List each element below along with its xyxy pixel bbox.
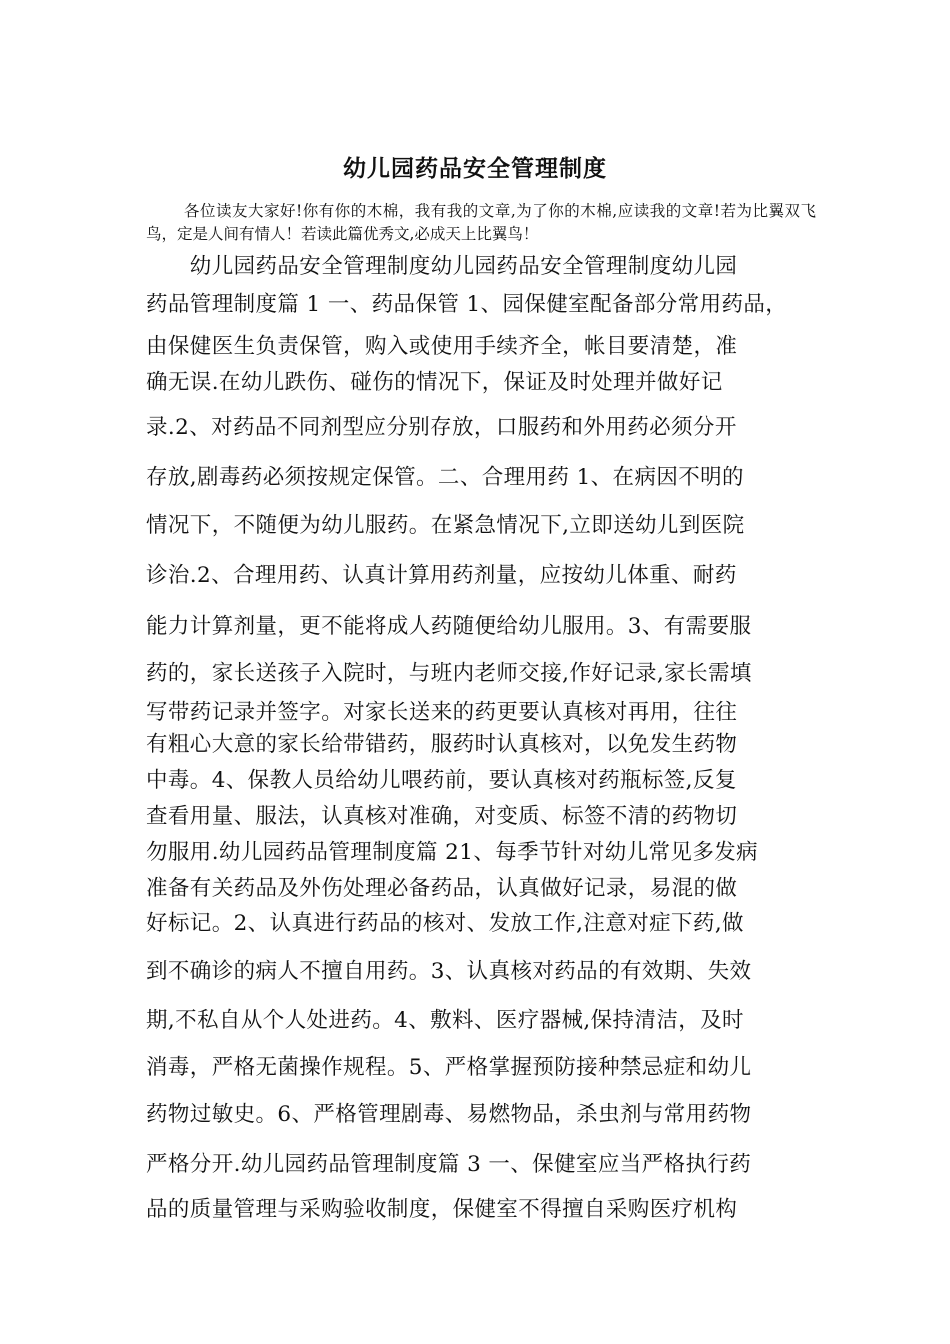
body-line: 幼儿园药品安全管理制度幼儿园药品安全管理制度幼儿园 (146, 254, 738, 279)
body-line: 确无误.在幼儿跌伤、碰伤的情况下，保证及时处理并做好记 (146, 370, 723, 395)
body-line: 药物过敏史。6、严格管理剧毒、易燃物品，杀虫剂与常用药物 (146, 1102, 752, 1127)
body-line: 到不确诊的病人不擅自用药。3、认真核对药品的有效期、失效 (146, 959, 752, 984)
body-line: 好标记。2、认真进行药品的核对、发放工作,注意对症下药,做 (146, 911, 744, 936)
body-line: 诊治.2、合理用药、认真计算用药剂量，应按幼儿体重、耐药 (146, 563, 737, 588)
body-line: 药的，家长送孩子入院时，与班内老师交接,作好记录,家长需填 (146, 661, 752, 686)
body-line: 由保健医生负责保管，购入或使用手续齐全，帐目要清楚，准 (146, 334, 738, 359)
body-line: 消毒，严格无菌操作规程。5、严格掌握预防接种禁忌症和幼儿 (146, 1055, 752, 1080)
body-line: 存放,剧毒药必须按规定保管。二、合理用药 1、在病因不明的 (146, 465, 744, 490)
body-line: 写带药记录并签字。对家长送来的药更要认真核对再用，往往 (146, 700, 738, 725)
body-line: 药品管理制度篇 1 一、药品保管 1、园保健室配备部分常用药品， (146, 292, 788, 317)
body-line: 有粗心大意的家长给带错药，服药时认真核对，以免发生药物 (146, 732, 738, 757)
body-line: 中毒。4、保教人员给幼儿喂药前，要认真核对药瓶标签,反复 (146, 768, 737, 793)
body-line: 期,不私自从个人处进药。4、敷料、医疗器械,保持清洁，及时 (146, 1008, 744, 1033)
body-line: 准备有关药品及外伤处理必备药品，认真做好记录，易混的做 (146, 876, 738, 901)
body-line: 品的质量管理与采购验收制度，保健室不得擅自采购医疗机构 (146, 1197, 738, 1222)
document-title: 幼儿园药品安全管理制度 (343, 155, 607, 182)
body-line: 录.2、对药品不同剂型应分别存放，口服药和外用药必须分开 (146, 415, 737, 440)
body-line: 勿服用.幼儿园药品管理制度篇 21、每季节针对幼儿常见多发病 (146, 840, 759, 865)
body-line: 能力计算剂量，更不能将成人药随便给幼儿服用。3、有需要服 (146, 614, 752, 639)
intro-paragraph: 各位读友大家好!你有你的木棉，我有我的文章,为了你的木棉,应读我的文章!若为比翼双飞鸟，定是人间有情人！若读此篇优秀文,必成天上比翼鸟！ (146, 202, 816, 243)
body-line: 情况下，不随便为幼儿服药。在紧急情况下,立即送幼儿到医院 (146, 513, 745, 538)
body-line: 严格分开.幼儿园药品管理制度篇 3 一、保健室应当严格执行药 (146, 1152, 752, 1177)
body-line: 查看用量、服法，认真核对准确，对变质、标签不清的药物切 (146, 804, 738, 829)
